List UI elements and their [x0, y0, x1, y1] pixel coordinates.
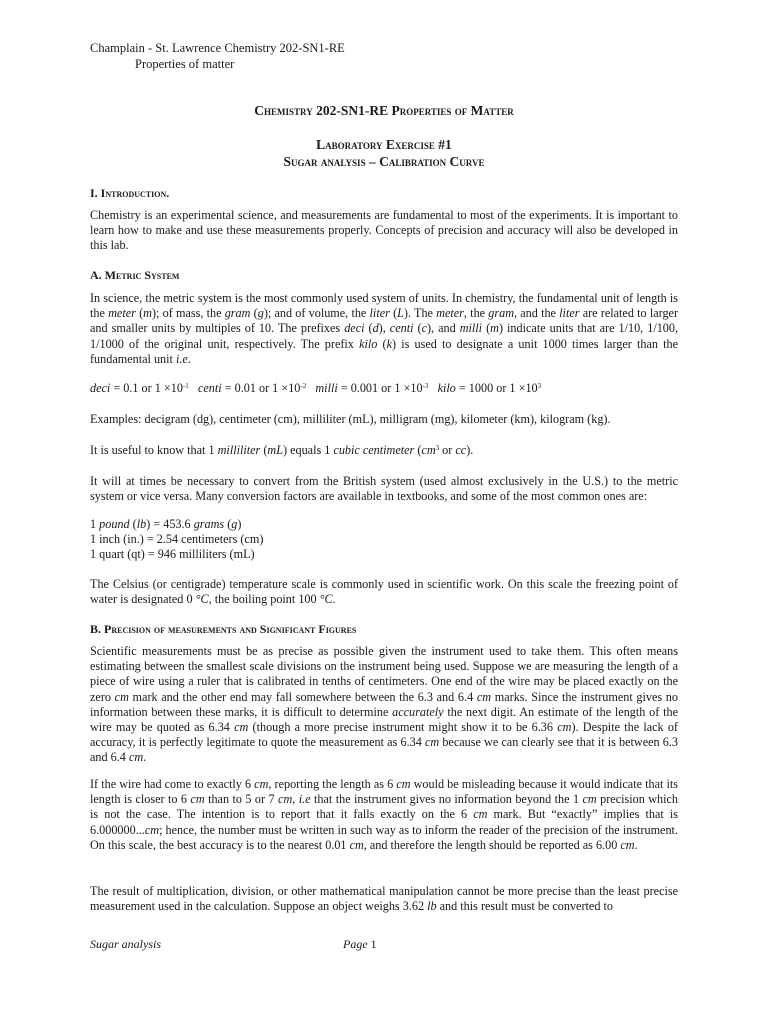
- precision-paragraph: Scientific measurements must be as precise as possible given the instrument used to take them. This often means estimating between the smallest scale divisions on the instrument being used. Suppose we are measuring the length of a piece of wire using a ruler that is calibrated in tenths of centimeters. One end of the wire may be placed exactly on the zero cm mark and the other end may fall somewhere between the 6.3 and 6.4 cm marks. Since the instrument gives no information between these marks, it is difficult to determine accurately the next digit. An estimate of the length of the wire may be quoted as 6.34 cm (though a more precise instrument might show it to be 6.36 cm). Despite the lack of accuracy, it is perfectly legitimate to quote the measurement as 6.34 cm because we can clearly see that it is between 6.3 and 6.4 cm.: [90, 644, 679, 765]
- header-topic: Properties of matter: [135, 57, 235, 71]
- document-title: Chemistry 202-SN1-RE Properties of Matter: [254, 103, 514, 118]
- milliliter-note: It is useful to know that 1 milliliter (mL) equals 1 cubic centimeter ($cm^3$ or cc).: [90, 443, 474, 457]
- section-metric-system: A. Metric System: [90, 268, 180, 282]
- conversion-quart: 1 quart (qt) = 946 milliliters (mL): [90, 547, 255, 561]
- footer-page-number: Page 1: [343, 937, 377, 951]
- conversion-pound: 1 pound (lb) = 453.6 grams (g): [90, 517, 242, 531]
- header-course: Champlain - St. Lawrence Chemistry 202-SN1-RE: [90, 41, 345, 55]
- intro-paragraph: Chemistry is an experimental science, and measurements are fundamental to most of the experiments. It is important to learn how to make and use these measurements properly. Concepts of precision and accuracy will also be developed in this lab.: [90, 208, 678, 253]
- wire-paragraph: If the wire had come to exactly 6 cm, reporting the length as 6 cm would be misleading because it would indicate that its length is closer to 6 cm than to 5 or 7 cm, i.e that the instrument gives no information beyond the 1 cm precision which is not the case. The intention is to report that it falls exactly on the 6 cm mark. But “exactly” implies that is 6.000000...cm; hence, the number must be written in such way as to inform the reader of the precision of the instrument. On this scale, the best accuracy is to the nearest 0.01 cm, and therefore the length should be reported as 6.00 cm.: [90, 777, 679, 852]
- conversion-inch: 1 inch (in.) = 2.54 centimeters (cm): [90, 532, 264, 546]
- examples-line: Examples: decigram (dg), centimeter (cm), milliliter (mL), milligram (mg), kilometer (km), kilogram (kg).: [90, 412, 611, 426]
- footer-title: Sugar analysis: [90, 937, 162, 951]
- lab-subtitle: Sugar analysis – Calibration Curve: [283, 154, 485, 169]
- lab-title: Laboratory Exercise #1: [316, 137, 452, 152]
- section-introduction: I. Introduction.: [90, 186, 170, 200]
- prefix-definitions: deci = 0.1 or $1 \times 10^{-1}$ centi = 0.01 or $1 \times 10^{-2}$ milli = 0.001 or $1 \times 10^{-3}$ kilo = 1000 or $1 \times 10^3$: [90, 381, 542, 395]
- metric-paragraph: In science, the metric system is the most commonly used system of units. In chemistry, the fundamental unit of length is the meter (m); of mass, the gram (g); and of volume, the liter (L). The meter, the gram, and the liter are related to larger and smaller units by multiples of 10. The prefixes deci (d), centi (c), and milli (m) indicate units that are 1/10, 1/100, 1/1000 of the original unit, respectively. The prefix kilo (k) is used to designate a unit 1000 times larger than the fundamental unit i.e.: [90, 291, 679, 366]
- result-paragraph: The result of multiplication, division, or other mathematical manipulation cannot be more precise than the least precise measurement used in the calculation. Suppose an object weighs 3.62 lb and this result must be converted to: [90, 884, 678, 914]
- section-precision: B. Precision of measurements and Significant Figures: [90, 622, 357, 636]
- conversion-paragraph: It will at times be necessary to convert from the British system (used almost exclusively in the U.S.) to the metric system or vice versa. Many conversion factors are available in textbooks, and some of the most common ones are:: [90, 474, 678, 504]
- celsius-paragraph: The Celsius (or centigrade) temperature scale is commonly used in scientific work. On this scale the freezing point of water is designated 0 °C, the boiling point 100 °C.: [90, 577, 678, 607]
